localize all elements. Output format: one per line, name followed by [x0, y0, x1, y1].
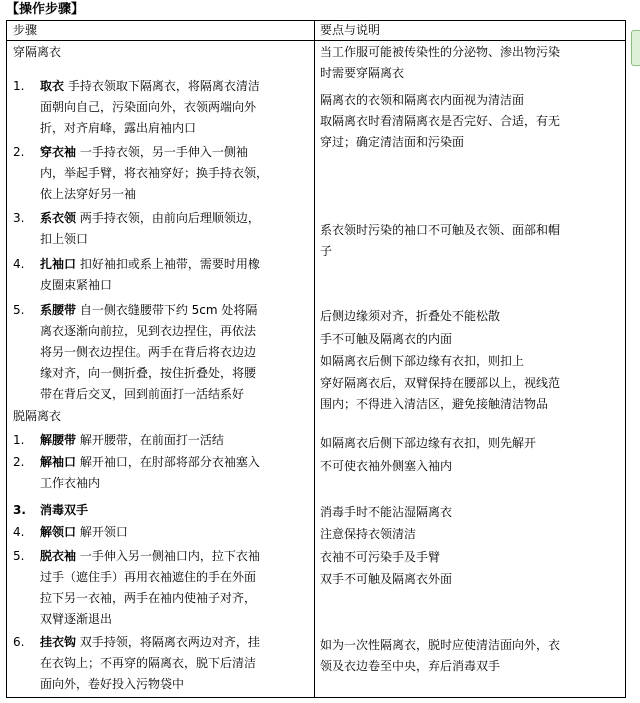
- step-text: 一手持衣领，另一手伸入一侧袖 内，举起手臂，将衣袖穿好；换手持衣领， 依上法穿好另一袖: [40, 145, 269, 201]
- step-text: 两手持衣领，由前向后理顺领边， 扣上领口: [40, 211, 260, 246]
- note-don-intro: 当工作服可能被传染性的分泌物、渗出物污染 时需要穿隔离衣: [320, 45, 561, 80]
- note-sleeve-outside: 不可使衣袖外侧塞入袖内: [320, 459, 453, 473]
- step-content: [40, 430, 308, 451]
- step-content: [40, 632, 308, 695]
- step-title: 解腰带: [40, 433, 77, 447]
- note-clean-side: 隔离衣的衣领和隔离衣内面视为清洁面: [320, 93, 525, 107]
- step-text: 手持衣领取下隔离衣，将隔离衣清洁 面朝向自己，污染面向外，衣领两端向外 折，对齐肩峰，露出肩袖内口: [40, 79, 260, 135]
- step-text: 解开腰带，在前面打一活结: [76, 433, 224, 447]
- step-number: 4.: [13, 525, 25, 539]
- step-text: 一手伸入另一侧袖口内，拉下衣袖 过手（遮住手）再用衣袖遮住的手在外面 拉下另一衣袖，两手在袖内使袖子对齐， 双臂逐渐退出: [40, 549, 260, 626]
- step-content: [40, 300, 308, 405]
- step-content: [40, 500, 308, 521]
- note-unbutton-first: 如隔离衣后侧下部边缘有衣扣，则先解开: [320, 436, 537, 450]
- step-content: [40, 546, 308, 630]
- note-fasten-button: 如隔离衣后侧下部边缘有衣扣，则扣上: [320, 354, 525, 368]
- note-no-touch-outside: 双手不可触及隔离衣外面: [320, 572, 453, 586]
- step-title: 挂衣钩: [40, 635, 77, 649]
- step-title: 解袖口: [40, 455, 77, 469]
- step-content: [40, 76, 308, 139]
- column-header-steps: 步骤: [13, 23, 38, 37]
- step-number: 2.: [13, 455, 25, 469]
- step-number: 4.: [13, 257, 25, 271]
- note-arms-above-waist: 穿好隔离衣后，双臂保持在腰部以上，视线范 围内；不得进入清洁区，避免接触清洁物品: [320, 376, 561, 411]
- step-number: 2.: [13, 145, 25, 159]
- step-content: [40, 208, 308, 250]
- page-heading: 【操作步骤】: [6, 2, 85, 17]
- step-number: 3.: [13, 503, 26, 517]
- step-title: 系腰带: [40, 303, 77, 317]
- procedure-table: [6, 20, 626, 698]
- table-header-row: [7, 21, 625, 41]
- note-sleeve-no-contaminate: 衣袖不可污染手及手臂: [320, 550, 441, 564]
- step-number: 5.: [13, 303, 25, 317]
- note-disinfect-hands: 消毒手时不能沾湿隔离衣: [320, 505, 453, 519]
- step-title: 穿衣袖: [40, 145, 77, 159]
- step-title: 消毒双手: [40, 503, 89, 517]
- column-divider: [314, 21, 315, 697]
- step-text: 扣好袖扣或系上袖带，需要时用橡 皮圈束紧袖口: [40, 257, 260, 292]
- step-title: 脱衣袖: [40, 549, 77, 563]
- step-content: [40, 522, 308, 543]
- step-number: 1.: [13, 79, 25, 93]
- note-align-edges: 后侧边缘须对齐，折叠处不能松散: [320, 309, 501, 323]
- step-content: [40, 254, 308, 296]
- step-number: 1.: [13, 433, 25, 447]
- step-text: 解开领口: [76, 525, 128, 539]
- section-title-doff: 脱隔离衣: [13, 409, 62, 423]
- column-header-notes: 要点与说明: [320, 23, 381, 37]
- step-number: 6.: [13, 635, 25, 649]
- side-tab-marker: [631, 30, 640, 66]
- step-content: [40, 142, 308, 205]
- note-check-gown: 取隔离衣时看清隔离衣是否完好、合适，有无 穿过；确定清洁面和污染面: [320, 114, 561, 149]
- section-title-don: 穿隔离衣: [13, 45, 62, 59]
- step-title: 扎袖口: [40, 257, 77, 271]
- step-number: 3.: [13, 211, 25, 225]
- step-title: 系衣领: [40, 211, 77, 225]
- step-title: 解领口: [40, 525, 77, 539]
- step-number: 5.: [13, 549, 25, 563]
- step-text: 双手持领，将隔离衣两边对齐，挂 在衣钩上；不再穿的隔离衣，脱下后清洁 面向外，卷好投入污物袋中: [40, 635, 260, 691]
- step-text: 解开袖口，在肘部将部分衣袖塞入 工作衣袖内: [40, 455, 260, 490]
- note-keep-collar-clean: 注意保持衣领清洁: [320, 527, 417, 541]
- note-no-touch-inside: 手不可触及隔离衣的内面: [320, 332, 453, 346]
- step-title: 取衣: [40, 79, 65, 93]
- step-content: [40, 452, 308, 494]
- note-disposable-gown: 如为一次性隔离衣，脱时应使清洁面向外，衣 领及衣边卷至中央，弃后消毒双手: [320, 638, 561, 673]
- step-text: 自一侧衣缝腰带下约 5cm 处将隔 离衣逐渐向前拉，见到衣边捏住，再依法 将另一侧衣边捏住。两手在背后将衣边边 缘对齐，向一侧折叠，按住折叠处，将腰 带在背后交叉，回到前面打一活结系好: [40, 303, 258, 401]
- note-tie-collar: 系衣领时污染的袖口不可触及衣领、面部和帽 子: [320, 223, 561, 258]
